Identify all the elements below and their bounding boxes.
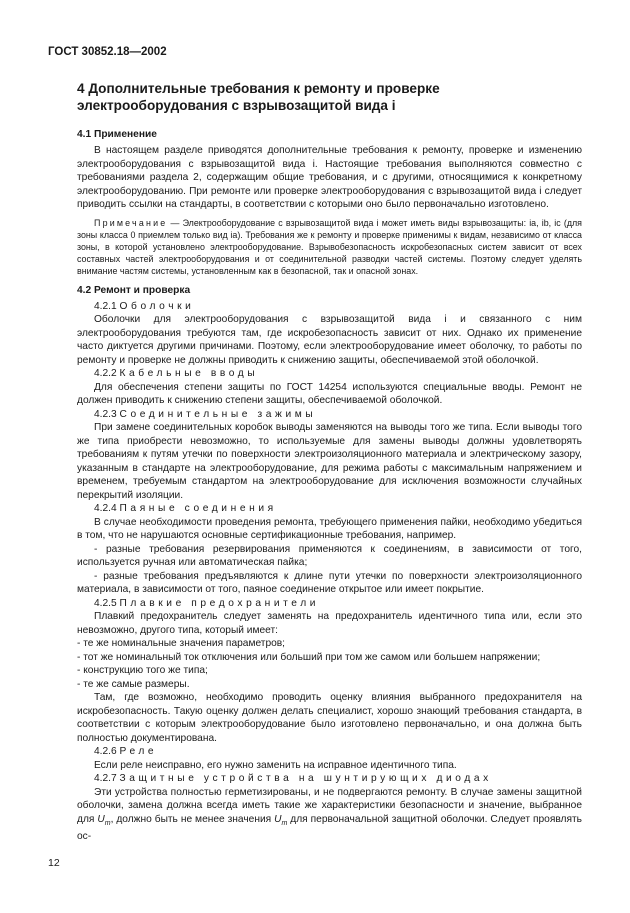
- clause-number: 4.2.1: [94, 300, 120, 312]
- paragraph-4-2-6: Если реле неисправно, его нужно заменить на исправное идентичного типа.: [94, 759, 457, 771]
- symbol-um: [97, 814, 110, 825]
- clause-number: 4.2.3: [94, 408, 120, 420]
- section-title: 4 Дополнительные требования к ремонту и проверке электрооборудования с взрывозащитой вида i: [77, 81, 440, 113]
- paragraph-4-1: В настоящем разделе приводятся дополнительные требования к ремонту, проверке и изменению электрооборудования с взрывозащитой вида i. Настоящие требования выполняются совместно с требованиями раздела 2, содержащим общие требования, и с другими, относящимися к конкретному электрооборудованию. При ремонте или проверке электрооборудования с взрывозащитой вида i следует приводить ссылки на стандарты, в соответствии с которыми оно было первоначально изготовлено.: [77, 145, 582, 210]
- subsection-heading-4-1: 4.1 Применение: [77, 129, 157, 140]
- text-run: Эти устройства полностью герметизированы, и не подвергаются ремонту. В случае замены защитной оболочки, замена должна всегда иметь такие же характеристики безопасности и значение, выбранное для: [77, 786, 582, 825]
- clause-title: Паяные соединения: [119, 503, 277, 514]
- note: [77, 217, 582, 277]
- clause-title: Оболочки: [119, 300, 195, 312]
- paragraph-4-2-7: [77, 786, 582, 844]
- clause-title: Защитные устройства на шунтирующих диодах: [119, 773, 492, 784]
- paragraph-4-2-1: Оболочки для электрооборудования с взрывозащитой вида i и связанного с ним электрооборудования требуются там, где искробезопасность зависит от них. Однако их применение часто диктуется другими причинами. Поэтому, если электрооборудование имеет оболочку, то работы по ремонту и проверке не должны приводить к снижению защиты, обеспечиваемой этой оболочкой.: [77, 314, 582, 366]
- subsection-heading-4-2: 4.2 Ремонт и проверка: [77, 284, 191, 296]
- text-run: , должно быть не менее значения: [110, 813, 275, 825]
- clause-number: 4.2.6: [94, 746, 120, 757]
- clause-heading-4-2-4: [77, 502, 582, 516]
- symbol-um: [274, 814, 287, 825]
- symbol-letter: U: [97, 813, 105, 825]
- text-run: для первоначальной защитной оболочки. Следует проявлять ос-: [77, 813, 582, 843]
- list-item: - те же номинальные значения параметров;: [77, 638, 286, 649]
- clause-heading-4-2-2: [77, 367, 582, 381]
- list-item: - разные требования предъявляются к длине пути утечки по поверхности электроизоляционного материала, в зависимости от того, паяное соединение открытое или имеет покрытие.: [77, 570, 582, 595]
- clause-heading-4-2-1: [77, 300, 582, 314]
- clause-heading-4-2-5: [77, 597, 582, 611]
- clause-heading-4-2-6: [77, 745, 582, 759]
- clause-number: 4.2.5: [94, 597, 120, 609]
- clause-number: 4.2.7: [94, 773, 120, 784]
- list-item: - разные требования резервирования применяются к соединениям, в зависимости от того, используется ручная или автоматическая пайка;: [77, 543, 582, 568]
- clause-number: 4.2.4: [94, 503, 120, 514]
- paragraph-4-2-2: Для обеспечения степени защиты по ГОСТ 14254 используются специальные вводы. Ремонт не должен приводить к снижению степени защиты, обеспечиваемой оболочкой.: [77, 381, 582, 406]
- page-content: [77, 80, 582, 844]
- paragraph-4-2-3: При замене соединительных коробок выводы заменяются на выводы того же типа. Если выводы того же типа приобрести невозможно, то используемые для замены выводы должны удовлетворять требованиям к путям утечки по поверхности электроизоляционного материала и электрическому зазору, указанным в стандарте на электрооборудование, для режима работы с максимальным напряжением и временем, требуемым стандартом на электрооборудование для исключения возможности случайных перекрытий изоляции.: [77, 422, 582, 501]
- symbol-letter: U: [274, 813, 282, 825]
- symbol-subscript: m: [281, 819, 288, 827]
- list-item: - конструкцию того же типа;: [77, 665, 208, 676]
- clause-heading-4-2-3: [77, 408, 582, 422]
- clause-number: 4.2.2: [94, 368, 120, 379]
- list-item: - тот же номинальный ток отключения или больший при том же самом или большем напряжении;: [77, 651, 541, 663]
- page-number: 12: [48, 857, 60, 869]
- paragraph-4-2-5-b: Там, где возможно, необходимо проводить оценку влияния выбранного предохранителя на искробезопасность. Такую оценку должен делать специалист, хорошо знающий требования стандарта, в соответствии с которым электрооборудование было изготовлено первоначально, и она должна быть полностью документирована.: [77, 692, 582, 744]
- paragraph-4-2-5: Плавкий предохранитель следует заменять на предохранитель идентичного типа или, если это невозможно, другого типа, который имеет:: [77, 611, 582, 636]
- list-item: - те же самые размеры.: [77, 678, 190, 690]
- document-code: ГОСТ 30852.18—2002: [48, 46, 167, 58]
- note-text: — Электрооборудование с взрывозащитой вида i может иметь виды взрывозащиты: ia, ib, ic (для зоны класса 0 приемлем только вид ia). Требования же к ремонту и проверке применимы к видам, независимо от класса зоны, в которой установлено электрооборудование. Взрывобезопасность искробезопасных систем зависит от всех составных частей электрооборудования и от соединительной разводки частей системы. Поэтому следует уделять внимание частям системы, установленным как в безопасной, так и опасной зонах.: [77, 217, 582, 276]
- symbol-subscript: m: [104, 819, 111, 827]
- paragraph-4-2-4: В случае необходимости проведения ремонта, требующего применения пайки, необходимо убедиться в том, что не нарушаются основные сертификационные требования, например.: [77, 516, 582, 541]
- clause-title: Реле: [119, 746, 158, 757]
- note-label: Примечание: [94, 217, 168, 228]
- clause-title: Соединительные зажимы: [119, 408, 317, 420]
- clause-title: Плавкие предохранители: [119, 597, 320, 609]
- clause-heading-4-2-7: [77, 772, 582, 786]
- clause-title: Кабельные вводы: [119, 368, 259, 379]
